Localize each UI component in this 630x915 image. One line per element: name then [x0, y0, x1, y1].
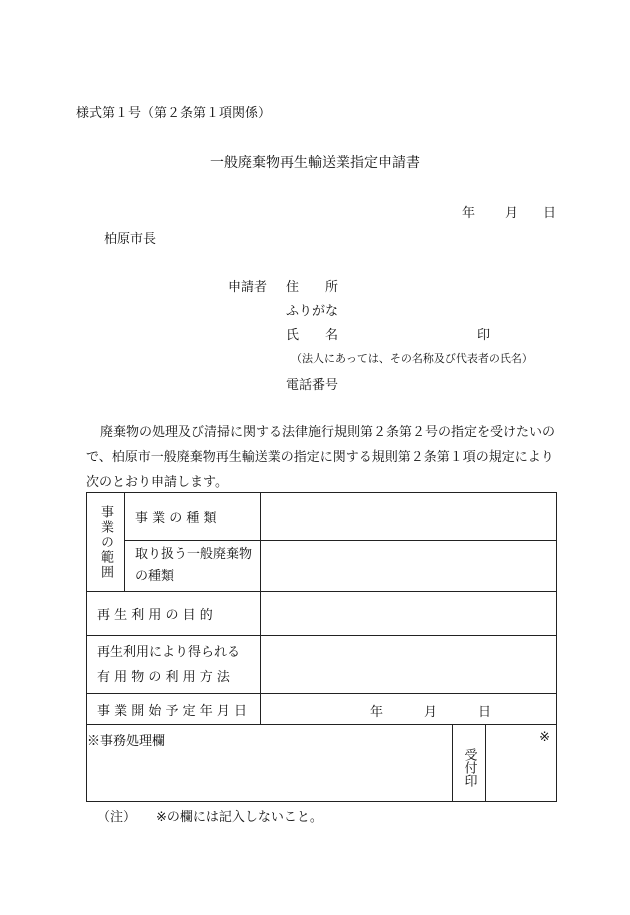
- scope-cell: [87, 493, 125, 592]
- document-title: 一般廃棄物再生輸送業指定申請書: [210, 155, 420, 171]
- phone-label: 電話番号: [286, 378, 339, 393]
- office-use-mark: ※: [539, 730, 551, 745]
- usage-method-label-line1: 再生利用により得られる: [97, 644, 241, 660]
- date-day: 日: [543, 206, 557, 221]
- usage-method-label-line2: 有 用 物 の 利 用 方 法: [97, 669, 230, 685]
- recycling-purpose-label: 再 生 利 用 の 目 的: [87, 592, 261, 636]
- corporate-note: （法人にあっては、その名称及び代表者の氏名）: [291, 352, 533, 365]
- waste-type-label-line2: の種類: [135, 569, 175, 584]
- receipt-stamp-field[interactable]: [486, 725, 557, 802]
- address-label: 住 所: [286, 280, 339, 295]
- start-day: 日: [478, 705, 492, 720]
- furigana-label: ふりがな: [286, 304, 339, 319]
- waste-type-label-line1: 取り扱う一般廃棄物: [135, 547, 253, 562]
- usage-method-field[interactable]: [261, 636, 557, 694]
- footnote-prefix: （注）: [97, 810, 137, 825]
- recycling-purpose-field[interactable]: [261, 592, 557, 636]
- application-statement: 廃棄物の処理及び清掃に関する法律施行規則第２条第２号の指定を受けたいので、柏原市一般廃棄物再生輸送業の指定に関する規則第２条第１項の規定により次のとおり申請します。: [86, 425, 556, 490]
- receipt-cell: [453, 725, 486, 802]
- start-date-field[interactable]: [261, 694, 557, 725]
- office-use-cell: [87, 725, 453, 802]
- name-label: 氏 名: [286, 328, 339, 343]
- applicant-heading: 申請者: [228, 280, 268, 295]
- footnote-text: ※の欄には記入しないこと。: [156, 810, 323, 825]
- usage-method-label-cell: [87, 636, 261, 694]
- footnote: [97, 806, 323, 825]
- seal-mark: 印: [477, 328, 491, 343]
- office-use-label: ※事務処理欄: [87, 734, 166, 749]
- form-number: 様式第１号（第２条第１項関係）: [76, 106, 272, 121]
- application-table: [86, 492, 557, 802]
- addressee: 柏原市長: [104, 232, 157, 247]
- start-month: 月: [424, 705, 438, 720]
- business-type-field[interactable]: [261, 493, 557, 541]
- date-month: 月: [505, 206, 519, 221]
- waste-type-label-cell: [125, 541, 261, 592]
- business-type-label: 事 業 の 種 類: [125, 493, 261, 541]
- date-year: 年: [462, 206, 476, 221]
- scope-label: 事業の範囲: [98, 504, 113, 580]
- start-year: 年: [370, 705, 384, 720]
- receipt-label: 受付印: [461, 748, 477, 787]
- waste-type-field[interactable]: [261, 541, 557, 592]
- start-date-label: 事 業 開 始 予 定 年 月 日: [87, 694, 261, 725]
